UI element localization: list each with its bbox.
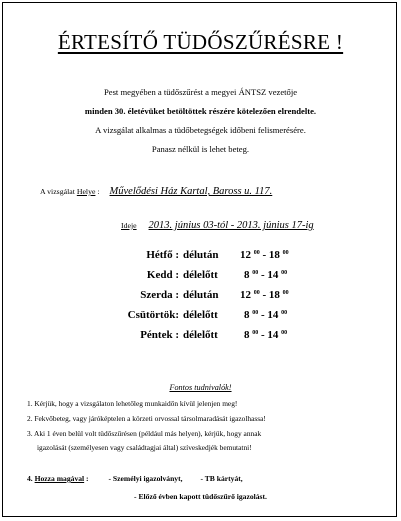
- schedule-day: Péntek :: [140, 329, 179, 341]
- notes-title: Fontos tudnivalók!: [169, 383, 232, 392]
- place-label-suffix: :: [95, 187, 100, 196]
- schedule-time: 8 $^{00}$ - 14 $^{00}$: [244, 269, 288, 281]
- note-item: 1. Kérjük, hogy a vizsgálaton lehetőleg munkaidőn kívül jelenjen meg!: [27, 399, 238, 408]
- schedule-time: 12 $^{00}$ - 18 $^{00}$: [240, 289, 289, 301]
- date-label: Ideje: [121, 221, 137, 230]
- bring-item: - TB kártyát,: [200, 474, 243, 483]
- schedule-time: 8 $^{00}$ - 14 $^{00}$: [244, 309, 288, 321]
- schedule-day: Szerda :: [140, 289, 179, 301]
- schedule-row: [0, 249, 401, 269]
- date-value: 2013. június 03-tól - 2013. június 17-ig: [148, 220, 314, 231]
- page-title: ÉRTESÍTŐ TÜDŐSZŰRÉSRE !: [57, 30, 344, 54]
- schedule-time: 12 $^{00}$ - 18 $^{00}$: [240, 249, 289, 261]
- place-value: Művelődési Ház Kartal, Baross u. 117.: [109, 186, 273, 197]
- exam-place: [40, 186, 272, 197]
- schedule-part: délelőtt: [183, 269, 218, 281]
- intro-line-4: Panasz nélkül is lehet beteg.: [151, 144, 250, 154]
- exam-date: [121, 220, 314, 231]
- schedule-part: délután: [183, 249, 219, 261]
- place-label: Helye: [76, 187, 96, 196]
- note-item: igazolását (személyesen vagy családtagjai által) szíveskedjék bemutatni!: [37, 443, 252, 453]
- notes-list: [27, 397, 266, 456]
- schedule-day: Csütörtök:: [127, 309, 179, 321]
- bring-number: 4.: [27, 474, 35, 483]
- schedule-day: Hétfő :: [146, 249, 179, 261]
- intro-text: [0, 83, 401, 159]
- place-label-prefix: A vizsgálat: [40, 187, 77, 196]
- bring-colon: :: [84, 474, 89, 483]
- schedule-row: [0, 309, 401, 329]
- bring-label: Hozza magával: [34, 474, 85, 483]
- intro-line-3: A vizsgálat alkalmas a tüdőbetegségek időbeni felismerésére.: [95, 125, 306, 135]
- schedule-time: 8 $^{00}$ - 14 $^{00}$: [244, 329, 288, 341]
- intro-line-1: Pest megyében a tüdőszűrést a megyei ÁNTSZ vezetője: [103, 87, 298, 97]
- schedule-part: délután: [183, 289, 219, 301]
- bring-item: - Személyi igazolványt,: [108, 474, 183, 483]
- bring-along: [27, 474, 243, 483]
- schedule-row: [0, 269, 401, 289]
- schedule-part: délelőtt: [183, 329, 218, 341]
- note-item: 3. Aki 1 éven belül volt tüdőszűrésen (például más helyen), kérjük, hogy annak: [27, 428, 262, 438]
- bring-item: - Előző évben kapott tüdőszűrő igazolást.: [134, 492, 267, 501]
- schedule-day: Kedd :: [146, 269, 179, 281]
- schedule-part: délelőtt: [183, 309, 218, 321]
- note-item: 2. Fekvőbeteg, vagy járóképtelen a körzeti orvossal társolmaradását igazolhassa!: [27, 413, 266, 423]
- schedule-row: [0, 329, 401, 349]
- intro-line-2: minden 30. életévüket betöltöttek részére kötelezően elrendelte.: [84, 106, 317, 116]
- schedule-row: [0, 289, 401, 309]
